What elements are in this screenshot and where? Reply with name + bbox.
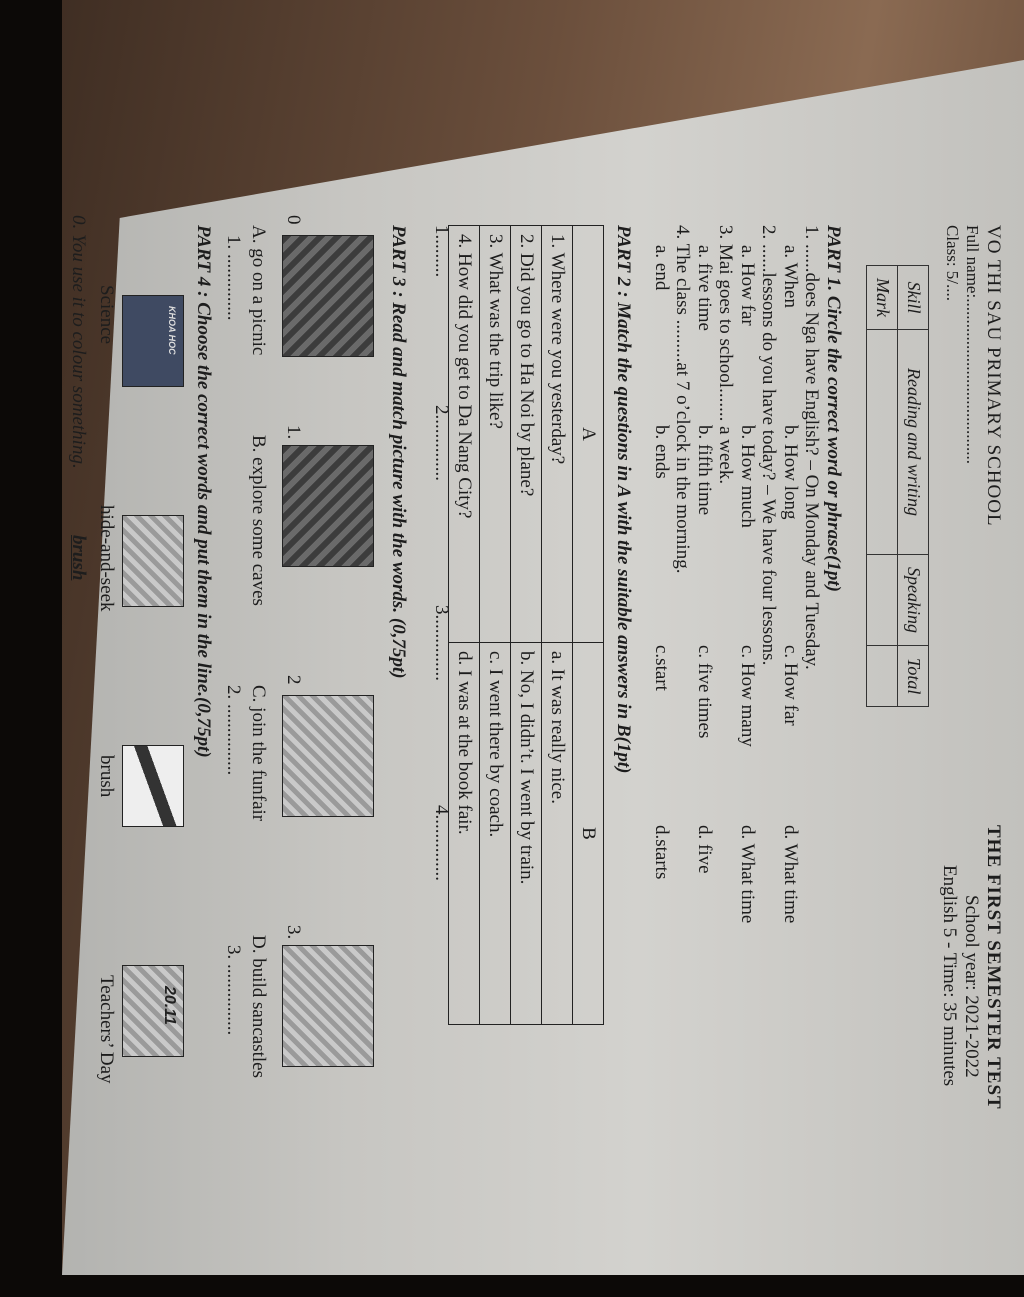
- part3-pic-number-1: 1.: [283, 425, 304, 440]
- match-b-1: a. It was really nice.: [542, 643, 573, 1025]
- part1-q1-c: c. How far: [780, 645, 801, 726]
- match-b-4: d. I was at the book fair.: [449, 643, 480, 1025]
- part4-word-science: Science: [96, 285, 117, 345]
- part4-word-hide-and-seek: hide-and-seek: [96, 505, 117, 612]
- score-total-mark: [867, 645, 898, 706]
- part3-option-c: C. join the funfair: [248, 685, 269, 822]
- teachers-day-picture: [122, 965, 184, 1057]
- part4-title: PART 4 : Choose the correct words and put them in the line.(0,75pt): [193, 225, 214, 758]
- part1-q4-c: c.start: [651, 645, 672, 691]
- match-a-2: 2. Did you go to Ha Noi by plane?: [511, 226, 542, 643]
- part2-answer-1: 1.........: [431, 225, 452, 278]
- part3-pic-number-0: 0: [283, 215, 304, 225]
- score-table: [866, 265, 929, 707]
- science-book-label: KHOA HOC: [167, 306, 177, 355]
- part1-q2-c: c. How many: [737, 645, 758, 747]
- part1-q2-a: a. How far: [737, 245, 758, 326]
- school-name: VO THI SAU PRIMARY SCHOOL: [983, 225, 1004, 527]
- part2-title: PART 2 : Match the questions in A with the suitable answers in B(1pt): [613, 225, 634, 774]
- school-year: School year: 2021-2022: [961, 895, 982, 1078]
- part3-answer-2: 2. ...............: [223, 685, 244, 776]
- part1-title: PART 1. Circle the correct word or phrase(1pt): [823, 225, 844, 592]
- part1-q3-c: c. five times: [694, 645, 715, 739]
- picnic-picture: [282, 235, 374, 357]
- teachers-day-date: 20.11: [161, 986, 178, 1025]
- match-col-b-header: B: [573, 643, 604, 1025]
- science-book-picture: [122, 295, 184, 387]
- part1-q3-b: b. fifth time: [694, 425, 715, 516]
- part1-q2-b: b. How much: [737, 425, 758, 528]
- part1-q2: 2. ......lessons do you have today? – We have four lessons.: [758, 225, 779, 666]
- part3-title: PART 3 : Read and match picture with the words. (0,75pt): [388, 225, 409, 679]
- part4-example-answer: brush: [68, 535, 89, 581]
- part1-q3-a: a. five time: [694, 245, 715, 331]
- score-mark-label: Mark: [867, 266, 898, 330]
- part2-answer-2: 2..............: [431, 405, 452, 481]
- part2-answer-4: 4..............: [431, 805, 452, 881]
- part1-q1-b: b. How long: [780, 425, 801, 520]
- part1-q3-d: d. five: [694, 825, 715, 874]
- part1-q1: 1. ......does Nga have English? – On Monday and Tuesday.: [801, 225, 822, 670]
- match-a-4: 4. How did you get to Da Nang City?: [449, 226, 480, 643]
- part1-q2-d: d. What time: [737, 825, 758, 924]
- score-speaking-mark: [867, 555, 898, 646]
- match-a-1: 1. Where were you yesterday?: [542, 226, 573, 643]
- caves-picture: [282, 445, 374, 567]
- subject-time: English 5 - Time: 35 minutes: [939, 865, 960, 1087]
- part3-option-a: A. go on a picnic: [248, 225, 269, 356]
- part1-q4: 4. The class .........at 7 o’clock in the morning.: [672, 225, 693, 574]
- part1-q1-d: d. What time: [780, 825, 801, 924]
- test-document: [44, 205, 1004, 1285]
- part1-q4-b: b. ends: [651, 425, 672, 479]
- funfair-picture: [282, 695, 374, 817]
- match-a-3: 3. What was the trip like?: [480, 226, 511, 643]
- part1-q4-d: d.starts: [651, 825, 672, 880]
- score-reading-mark: [867, 330, 898, 555]
- match-col-a-header: A: [573, 226, 604, 643]
- match-b-2: b. No, I didn’t. I went by train.: [511, 643, 542, 1025]
- test-title: THE FIRST SEMESTER TEST: [983, 825, 1004, 1110]
- hide-and-seek-picture: [122, 515, 184, 607]
- match-b-3: c. I went there by coach.: [480, 643, 511, 1025]
- part4-word-teachers-day: Teachers’ Day: [96, 975, 117, 1084]
- part3-option-d: D. build sancastles: [248, 935, 269, 1079]
- part1-q3: 3. Mai goes to school....... a week.: [715, 225, 736, 485]
- brush-picture: [122, 745, 184, 827]
- part3-pic-number-3: 3.: [283, 925, 304, 940]
- part3-answer-1: 1. ..............: [223, 235, 244, 321]
- part3-pic-number-2: 2: [283, 675, 304, 685]
- class-field: Class: 5/....: [943, 225, 962, 302]
- part3-answer-3: 3. ...............: [223, 945, 244, 1036]
- score-reading-header: Reading and writing: [898, 330, 929, 555]
- match-table: [448, 225, 604, 1025]
- part4-word-brush: brush: [96, 755, 117, 798]
- full-name-field: Full name:.......................................: [963, 225, 982, 464]
- part1-q1-a: a. When: [780, 245, 801, 308]
- score-speaking-header: Speaking: [898, 555, 929, 646]
- part1-q4-a: a. end: [651, 245, 672, 291]
- score-total-header: Total: [898, 645, 929, 706]
- part4-example: 0. You use it to colour something.: [68, 215, 89, 469]
- part3-option-b: B. explore some caves: [248, 435, 269, 606]
- score-skill-header: Skill: [898, 266, 929, 330]
- sandcastles-picture: [282, 945, 374, 1067]
- part2-answer-3: 3..............: [431, 605, 452, 681]
